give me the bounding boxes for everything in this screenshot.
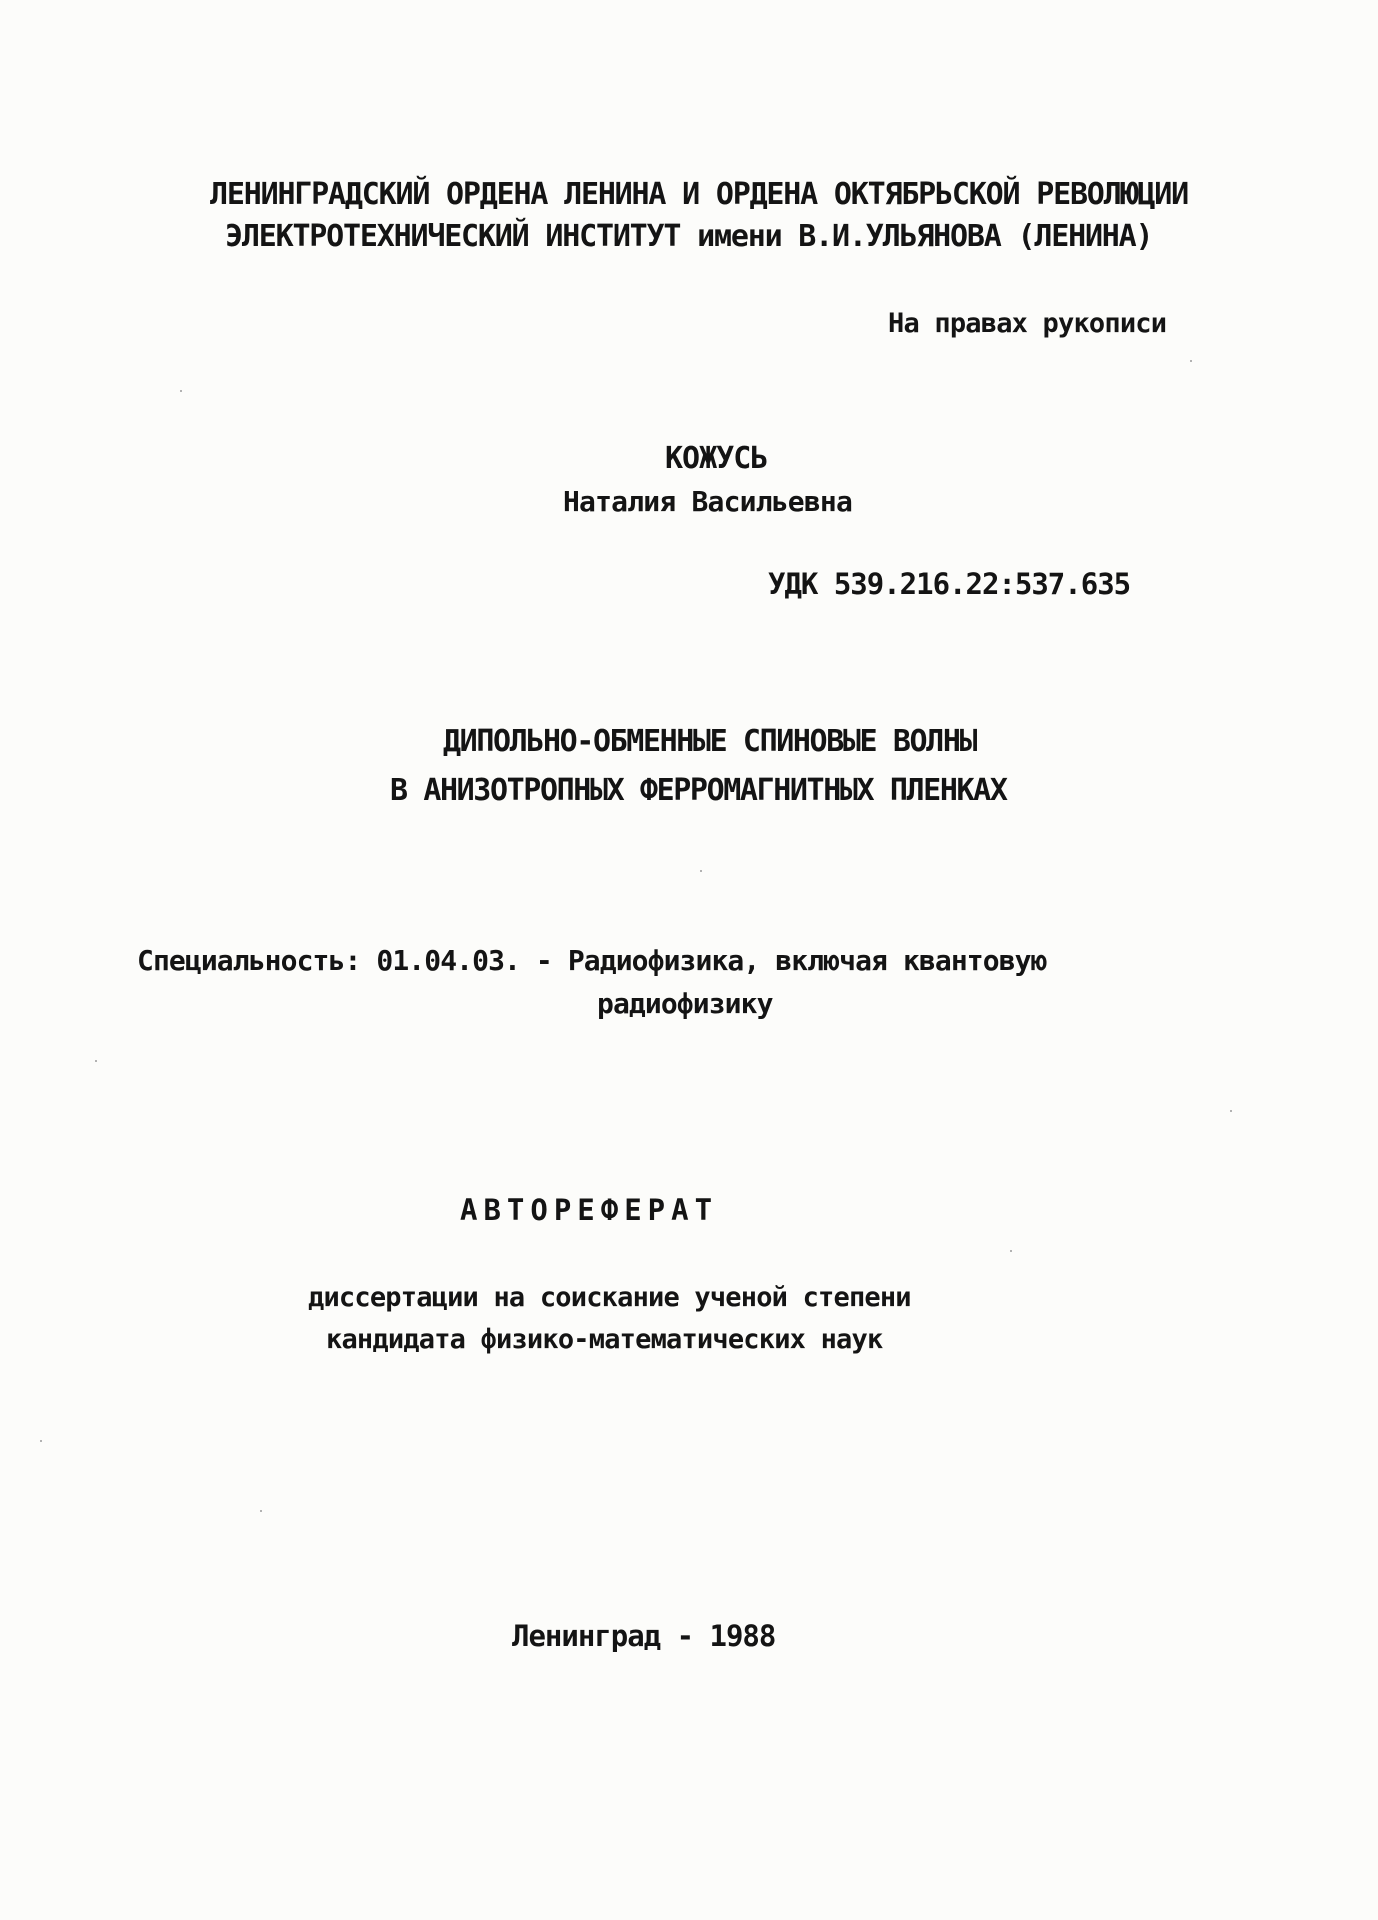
degree-line-2: кандидата физико-математических наук bbox=[326, 1324, 883, 1355]
institution-line-2: ЭЛЕКТРОТЕХНИЧЕСКИЙ ИНСТИТУТ имени В.И.УЛЬЯНОВА (ЛЕНИНА) bbox=[225, 219, 1153, 254]
scan-speck bbox=[40, 1440, 42, 1442]
scan-speck bbox=[260, 1510, 262, 1512]
rights-note: На правах рукописи bbox=[888, 308, 1167, 339]
scan-speck bbox=[1230, 1110, 1232, 1112]
document-type: АВТОРЕФЕРАТ bbox=[460, 1193, 719, 1227]
scan-speck bbox=[95, 1060, 97, 1062]
degree-line-1: диссертации на соискание ученой степени bbox=[308, 1282, 911, 1313]
scan-speck bbox=[1010, 1250, 1012, 1252]
author-surname: КОЖУСЬ bbox=[665, 441, 768, 476]
place-year: Ленинград - 1988 bbox=[512, 1619, 776, 1653]
scan-speck bbox=[700, 870, 702, 872]
author-given-names: Наталия Васильевна bbox=[563, 485, 853, 518]
institution-line-1: ЛЕНИНГРАДСКИЙ ОРДЕНА ЛЕНИНА И ОРДЕНА ОКТЯБРЬСКОЙ РЕВОЛЮЦИИ bbox=[210, 177, 1188, 212]
specialty-line-1: Специальность: 01.04.03. - Радиофизика, включая квантовую bbox=[137, 944, 1047, 977]
specialty-line-2: радиофизику bbox=[597, 987, 773, 1020]
title-line-1: ДИПОЛЬНО-ОБМЕННЫЕ СПИНОВЫЕ ВОЛНЫ bbox=[443, 724, 977, 759]
scan-speck bbox=[180, 390, 182, 392]
udk-code: УДК 539.216.22:537.635 bbox=[768, 567, 1131, 601]
scan-speck bbox=[1190, 360, 1192, 362]
title-line-2: В АНИЗОТРОПНЫХ ФЕРРОМАГНИТНЫХ ПЛЕНКАХ bbox=[390, 773, 1007, 808]
